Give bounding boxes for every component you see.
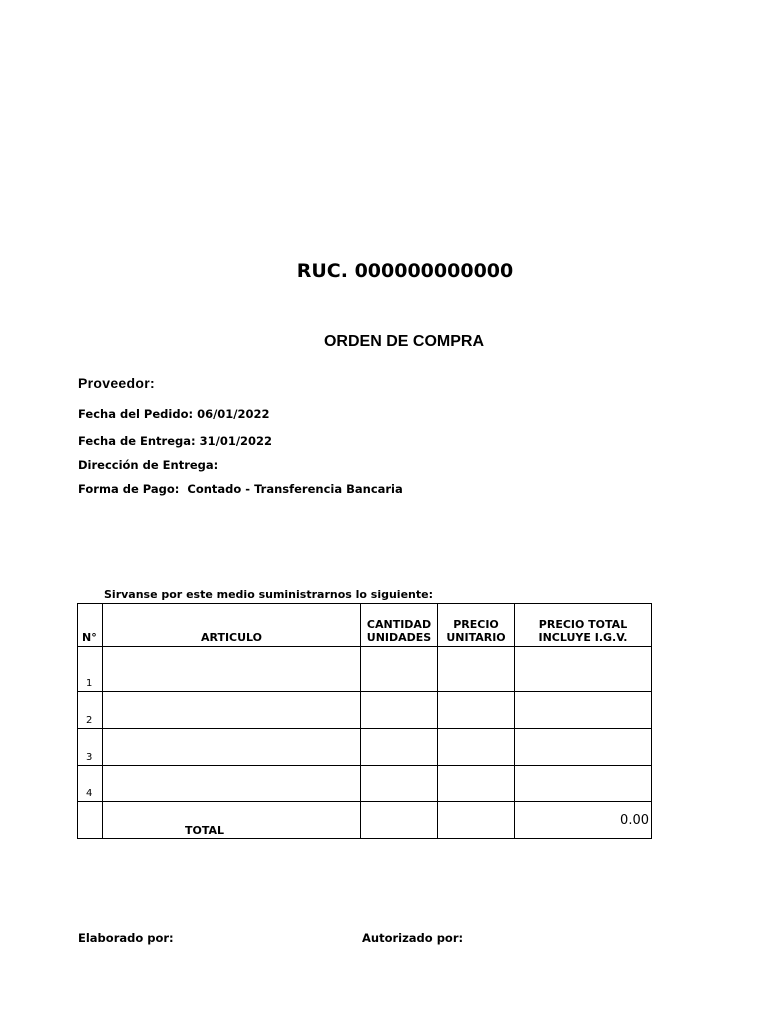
total-row [78, 802, 652, 839]
fecha-pedido-value: 06/01/2022 [197, 407, 270, 421]
autorizado-por-label: Autorizado por: [362, 931, 464, 945]
header-precio-unitario-line2: UNITARIO [446, 631, 506, 644]
header-cantidad [361, 604, 438, 647]
row-num: 1 [78, 647, 103, 692]
row-precio-unitario[interactable] [438, 766, 515, 802]
header-precio-total [515, 604, 652, 647]
table-row [78, 766, 652, 802]
elaborado-por-label: Elaborado por: [78, 931, 174, 945]
table-row [78, 647, 652, 692]
forma-pago-value: Contado - Transferencia Bancaria [187, 482, 403, 496]
header-cantidad-line1: CANTIDAD [366, 618, 432, 631]
fecha-pedido-row [78, 407, 270, 421]
total-cantidad-cell [361, 802, 438, 839]
row-precio-total[interactable] [515, 647, 652, 692]
fecha-entrega-label: Fecha de Entrega: [78, 434, 196, 448]
row-precio-unitario[interactable] [438, 729, 515, 766]
order-table [77, 603, 652, 839]
row-articulo[interactable] [103, 766, 361, 802]
intro-text: Sirvanse por este medio suministrarnos lo siguiente: [104, 588, 433, 601]
forma-pago-row [78, 482, 403, 496]
total-label: TOTAL [103, 802, 361, 839]
total-value: 0.00 [515, 802, 652, 839]
proveedor-label: Proveedor: [78, 375, 155, 391]
row-precio-total[interactable] [515, 729, 652, 766]
table-row [78, 729, 652, 766]
row-precio-total[interactable] [515, 692, 652, 729]
row-articulo[interactable] [103, 729, 361, 766]
row-cantidad[interactable] [361, 729, 438, 766]
header-precio-unitario-line1: PRECIO [453, 618, 499, 631]
table-row [78, 692, 652, 729]
fecha-entrega-value: 31/01/2022 [199, 434, 273, 448]
row-articulo[interactable] [103, 692, 361, 729]
header-num: N° [78, 604, 103, 647]
header-precio-unitario [438, 604, 515, 647]
header-cantidad-line2: UNIDADES [366, 631, 432, 644]
row-precio-unitario[interactable] [438, 647, 515, 692]
row-cantidad[interactable] [361, 766, 438, 802]
row-num: 4 [78, 766, 103, 802]
fecha-pedido-label: Fecha del Pedido: [78, 407, 194, 421]
document-title: ORDEN DE COMPRA [323, 333, 484, 350]
header-precio-total-line2: INCLUYE I.G.V. [538, 631, 628, 644]
ruc-number: RUC. 000000000000 [296, 260, 514, 282]
header-precio-total-line1: PRECIO TOTAL [538, 618, 628, 631]
total-num-cell [78, 802, 103, 839]
total-precio-unitario-cell [438, 802, 515, 839]
row-precio-total[interactable] [515, 766, 652, 802]
row-cantidad[interactable] [361, 692, 438, 729]
header-articulo: ARTICULO [103, 604, 361, 647]
row-articulo[interactable] [103, 647, 361, 692]
row-precio-unitario[interactable] [438, 692, 515, 729]
row-num: 2 [78, 692, 103, 729]
row-num: 3 [78, 729, 103, 766]
table-header-row [78, 604, 652, 647]
row-cantidad[interactable] [361, 647, 438, 692]
forma-pago-label: Forma de Pago: [78, 482, 180, 496]
direccion-entrega-label: Dirección de Entrega: [78, 458, 219, 472]
fecha-entrega-row [78, 434, 272, 448]
